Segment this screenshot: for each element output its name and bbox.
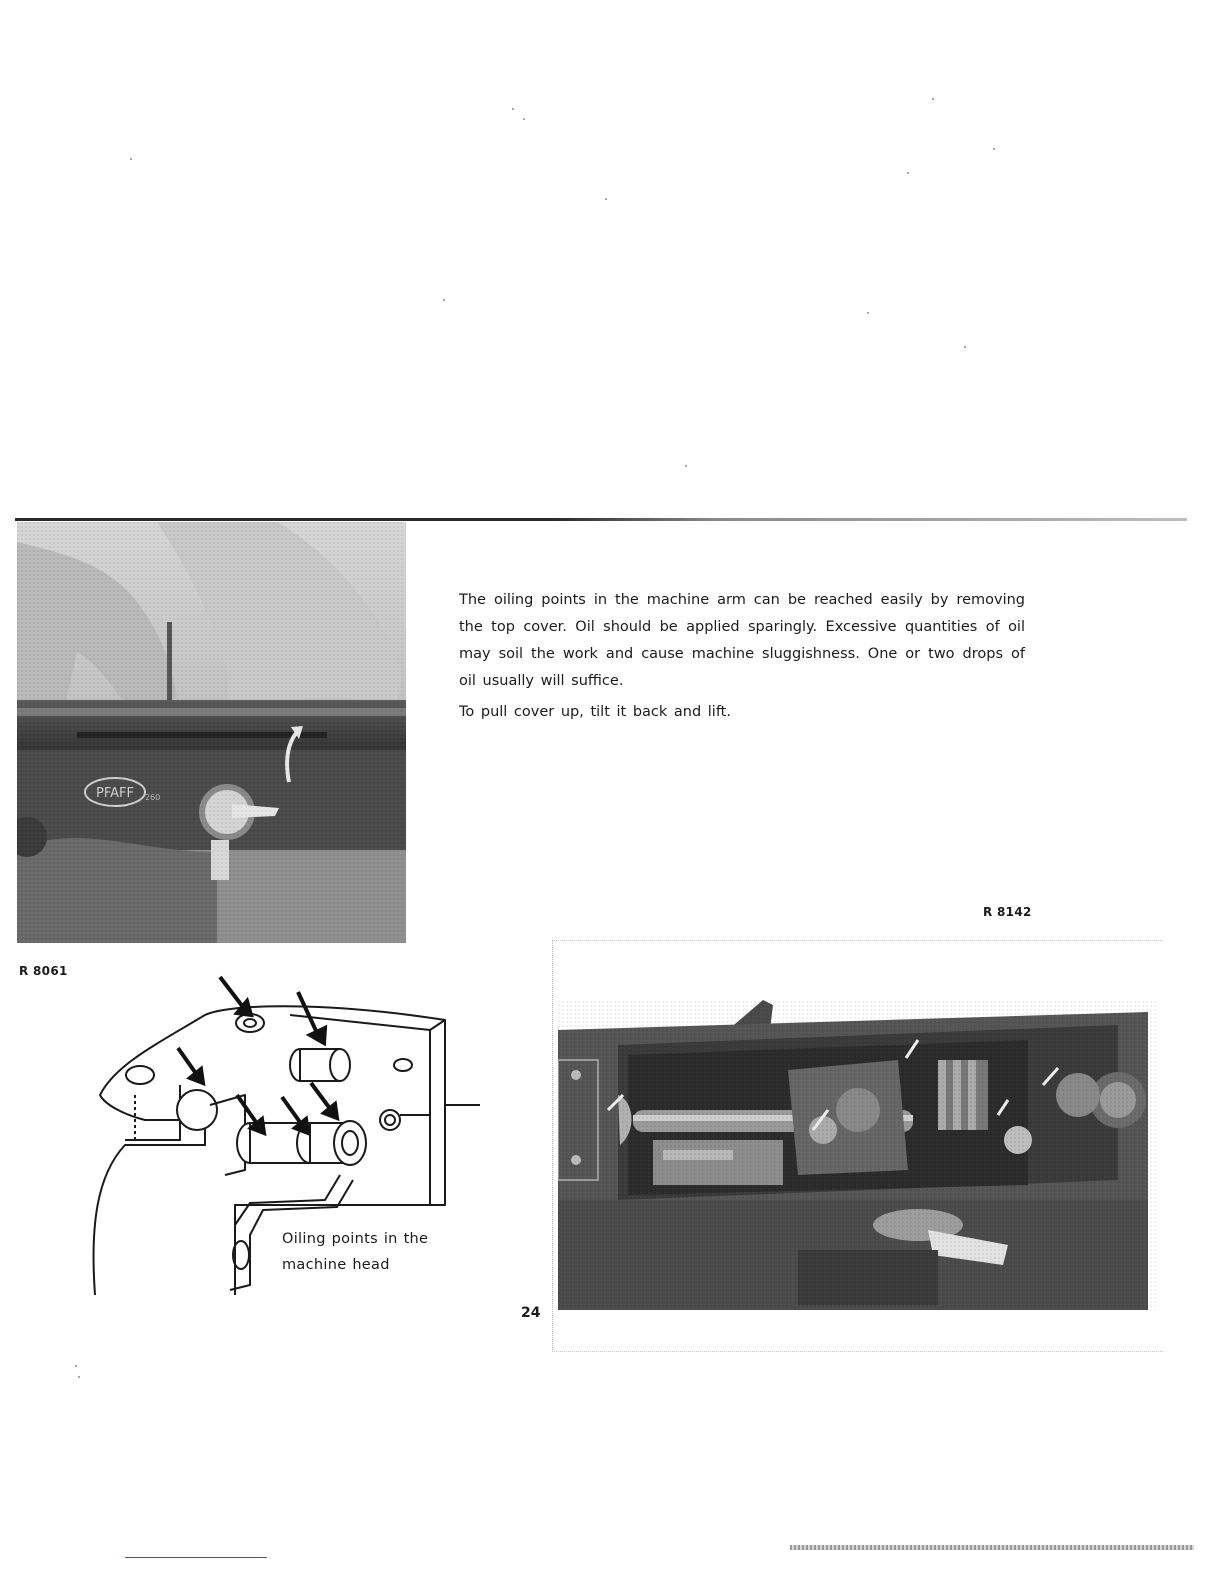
- scan-speck: [523, 118, 525, 120]
- machine-head-caption: Oiling points in the machine head: [282, 1226, 492, 1278]
- paragraph-pull-cover: To pull cover up, tilt it back and lift.: [459, 704, 731, 720]
- scan-speck: [932, 98, 934, 100]
- scan-speck: [993, 148, 995, 150]
- hands-lifting-top-cover-photo: [17, 522, 406, 943]
- scan-speck: [512, 108, 514, 110]
- page-number: 24: [521, 1305, 541, 1321]
- bottom-scan-edge: [790, 1545, 1194, 1550]
- scan-speck: [78, 1376, 80, 1378]
- machine-arm-interior-photo: [558, 1000, 1158, 1310]
- scan-speck: [443, 299, 445, 301]
- scan-speck: [907, 172, 909, 174]
- scan-speck: [130, 158, 132, 160]
- top-cover-photo: [17, 522, 406, 943]
- top-divider-rule: [15, 518, 1187, 521]
- scan-speck: [685, 465, 687, 467]
- bottom-left-rule: [125, 1557, 267, 1558]
- figure-code-top: R 8061: [19, 964, 68, 978]
- scan-speck: [964, 346, 966, 348]
- paragraph-oiling-arm: The oiling points in the machine arm can be reached easily by removing the top cover. Oil should be applied sparingly. Excessive quantities of oil may soil the work and cause machine sluggishness. One or two drops of oil usually will suffice.: [459, 592, 1025, 689]
- instruction-text: [459, 587, 1025, 726]
- figure-code-arm: R 8142: [983, 905, 1032, 919]
- scan-speck: [867, 312, 869, 314]
- scan-speck: [75, 1365, 77, 1367]
- scan-speck: [605, 198, 607, 200]
- machine-arm-photo: [558, 1000, 1158, 1310]
